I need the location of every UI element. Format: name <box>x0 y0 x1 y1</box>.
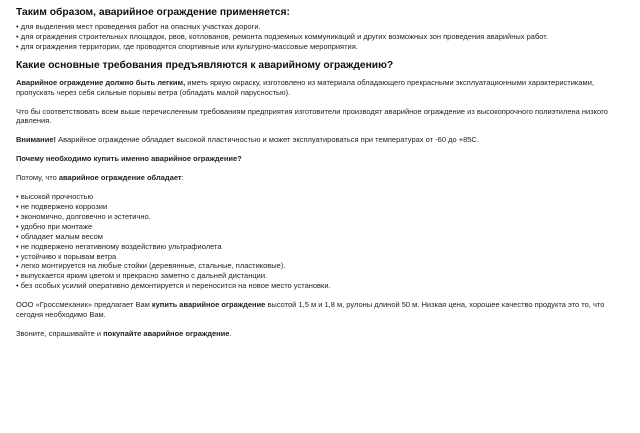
offer-bold: купить аварийное ограждение <box>151 300 266 310</box>
list-item: • выпускается ярким цветом и прекрасно заметно с дальней дистанции. <box>16 271 268 281</box>
warning-label: Внимание! <box>16 135 56 145</box>
closing-paragraph <box>16 329 628 339</box>
section-heading-requirements: Какие основные требования предъявляются к аварийному ограждению? <box>16 59 394 71</box>
requirements-lead: Аварийное ограждение должно быть легким, <box>16 77 186 87</box>
offer-paragraph <box>16 300 628 320</box>
offer-rest: высотой 1,5 м и 1,8 м, рулоны длиной 50 м. Низкая цена, хорошее качество продукта это то, что сегодня необходимо Вам. <box>16 300 605 320</box>
requirements-text: иметь яркую окраску, изготовлено из материала обладающего прекрасными эксплуатационными характеристиками, пропускать через себя сильные порывы ветра (обладать малой парусностью). <box>16 77 594 97</box>
closing-start: Звоните, спрашивайте и <box>16 328 104 338</box>
list-item: • не подвержено коррозии <box>16 201 108 211</box>
benefits-list <box>16 192 640 291</box>
list-item: • удобно при монтаже <box>16 221 93 231</box>
list-item: • для ограждения строительных площадок, рвов, котлованов, ремонта подземных коммуникаций и других возможных зон проведения аварийных работ. <box>16 31 548 41</box>
list-item: • обладает малым весом <box>16 231 103 241</box>
offer-start: ООО «Гроссмеханик» предлагает Вам <box>16 300 152 310</box>
closing-bold: покупайте аварийное ограждение <box>103 328 230 338</box>
material-paragraph: Что бы соответствовать всем выше перечисленным требованиям предприятия изготовители производят аварийное ограждение из высокопрочного полиэтилена низкого давления. <box>16 106 608 126</box>
warning-paragraph <box>16 135 628 145</box>
section-heading-usage: Таким образом, аварийное ограждение применяется: <box>16 7 290 18</box>
list-item: • без особых усилий оперативно демонтируется и переносится на новое место установки. <box>16 281 331 291</box>
list-item: • высокой прочностью <box>16 192 94 202</box>
closing-end: . <box>229 328 232 338</box>
benefits-intro-bold: аварийное ограждение обладает <box>58 173 182 183</box>
list-item: • легко монтируется на любые стойки (деревянные, стальные, пластиковые). <box>16 261 286 271</box>
requirements-paragraph <box>16 78 628 98</box>
list-item: • экономично, долговечно и эстетично. <box>16 211 151 221</box>
list-item: • для выделения мест проведения работ на опасных участках дороги. <box>16 22 261 31</box>
benefits-intro <box>16 173 628 183</box>
list-item: • устойчиво к порывам ветра <box>16 251 117 261</box>
list-item: • не подвержено негативному воздействию ультрафиолета <box>16 241 222 251</box>
benefits-intro-start: Потому, что <box>16 173 59 183</box>
usage-list <box>16 22 640 52</box>
warning-text: Аварийное ограждение обладает высокой пластичностью и может эксплуатироваться при температурах от -60 до +85С. <box>56 135 479 145</box>
list-item: • для ограждения территории, где проводятся спортивные или культурно-массовые мероприятия. <box>16 41 358 51</box>
question-heading: Почему необходимо купить именно аварийное ограждение? <box>16 154 242 164</box>
benefits-intro-end: : <box>181 173 184 183</box>
